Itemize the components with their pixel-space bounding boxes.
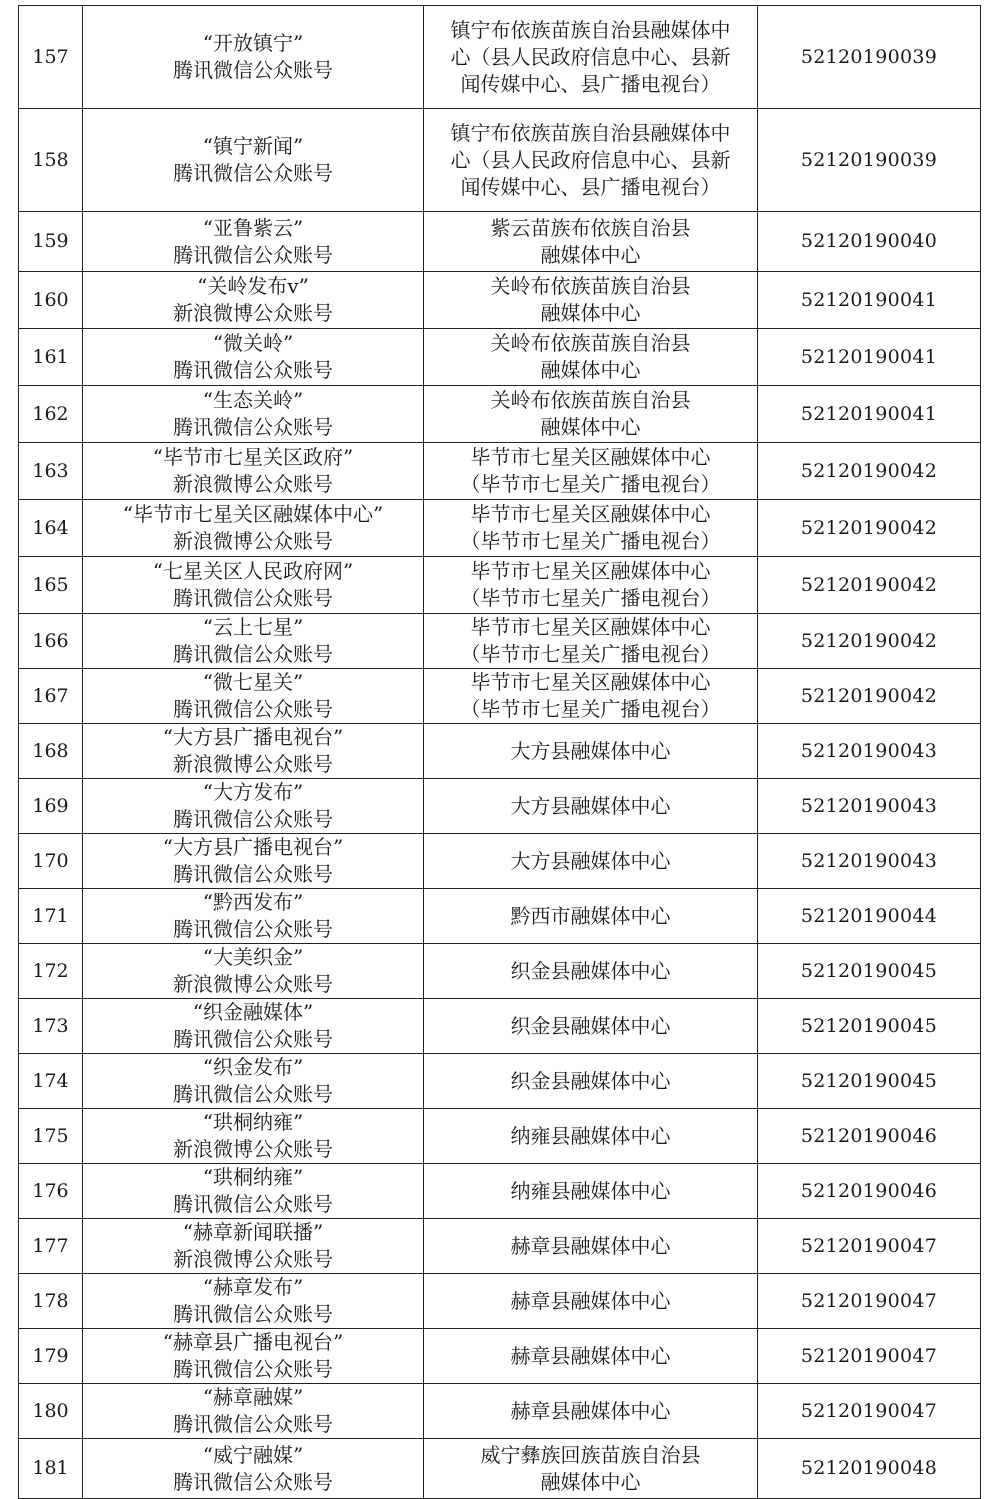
account-platform: 腾讯微信公众账号 <box>173 642 333 666</box>
unit-name-line: （毕节市七星关广播电视台） <box>460 586 721 610</box>
unit-cell <box>424 779 758 834</box>
unit-cell <box>424 109 758 212</box>
table-row <box>19 1329 981 1384</box>
account-platform: 腾讯微信公众账号 <box>173 862 333 886</box>
account-cell <box>83 386 424 443</box>
table-row <box>19 1384 981 1439</box>
unit-name-line: （毕节市七星关广播电视台） <box>460 529 721 553</box>
account-platform: 腾讯微信公众账号 <box>173 1192 333 1216</box>
account-name: “赫章发布” <box>202 1275 304 1299</box>
account-name: “镇宁新闻” <box>202 134 304 158</box>
unit-cell <box>424 1329 758 1384</box>
account-platform: 新浪微博公众账号 <box>173 752 333 776</box>
license-code: 52120190047 <box>758 1274 981 1329</box>
account-platform: 腾讯微信公众账号 <box>173 358 333 382</box>
account-cell <box>83 724 424 779</box>
row-number: 178 <box>19 1274 83 1329</box>
account-platform: 腾讯微信公众账号 <box>173 1469 333 1494</box>
row-number: 157 <box>19 6 83 109</box>
unit-name-line: 纳雍县融媒体中心 <box>510 1178 671 1203</box>
unit-name-line: 闻传媒中心、县广播电视台） <box>460 174 721 199</box>
account-cell <box>83 1109 424 1164</box>
account-platform: 腾讯微信公众账号 <box>173 1412 333 1436</box>
account-name: “微七星关” <box>202 670 304 694</box>
account-name: “云上七星” <box>202 615 304 639</box>
registry-table <box>18 5 981 1499</box>
license-code: 52120190042 <box>758 557 981 614</box>
row-number: 177 <box>19 1219 83 1274</box>
account-cell <box>83 1219 424 1274</box>
account-cell <box>83 329 424 386</box>
table-row <box>19 1054 981 1109</box>
account-name: “微关岭” <box>212 331 294 355</box>
table-row <box>19 1219 981 1274</box>
account-name: “赫章融媒” <box>202 1385 304 1409</box>
account-platform: 腾讯微信公众账号 <box>173 1082 333 1106</box>
account-cell <box>83 834 424 889</box>
table-row <box>19 557 981 614</box>
account-cell <box>83 443 424 500</box>
license-code: 52120190040 <box>758 212 981 272</box>
table-row <box>19 1439 981 1499</box>
license-code: 52120190046 <box>758 1109 981 1164</box>
account-name: “开放镇宁” <box>202 31 304 55</box>
account-cell <box>83 1274 424 1329</box>
row-number: 164 <box>19 500 83 557</box>
license-code: 52120190039 <box>758 109 981 212</box>
unit-name-line: 融媒体中心 <box>540 415 641 439</box>
account-name: “赫章县广播电视台” <box>162 1330 344 1354</box>
table-row <box>19 272 981 329</box>
account-platform: 腾讯微信公众账号 <box>173 58 333 82</box>
unit-name-line: 毕节市七星关区融媒体中心 <box>470 615 711 639</box>
account-platform: 新浪微博公众账号 <box>173 472 333 496</box>
row-number: 175 <box>19 1109 83 1164</box>
table-row <box>19 999 981 1054</box>
row-number: 174 <box>19 1054 83 1109</box>
row-number: 166 <box>19 614 83 669</box>
unit-name-line: 黔西市融媒体中心 <box>510 903 671 928</box>
unit-cell <box>424 272 758 329</box>
account-name: “珙桐纳雍” <box>202 1110 304 1134</box>
account-platform: 腾讯微信公众账号 <box>173 1357 333 1381</box>
row-number: 168 <box>19 724 83 779</box>
unit-cell <box>424 1054 758 1109</box>
table-row <box>19 944 981 999</box>
row-number: 159 <box>19 212 83 272</box>
unit-name-line: 纳雍县融媒体中心 <box>510 1123 671 1148</box>
unit-name-line: 紫云苗族布依族自治县 <box>490 215 691 240</box>
unit-name-line: 威宁彝族回族苗族自治县 <box>480 1442 701 1467</box>
row-number: 163 <box>19 443 83 500</box>
license-code: 52120190044 <box>758 889 981 944</box>
table-row <box>19 109 981 212</box>
account-cell <box>83 212 424 272</box>
account-name: “大方县广播电视台” <box>162 725 344 749</box>
license-code: 52120190047 <box>758 1384 981 1439</box>
account-name: “珙桐纳雍” <box>202 1165 304 1189</box>
license-code: 52120190043 <box>758 724 981 779</box>
unit-cell <box>424 1384 758 1439</box>
row-number: 171 <box>19 889 83 944</box>
license-code: 52120190041 <box>758 329 981 386</box>
unit-name-line: 融媒体中心 <box>540 301 641 325</box>
account-cell <box>83 6 424 109</box>
unit-cell <box>424 1219 758 1274</box>
unit-name-line: 大方县融媒体中心 <box>510 793 671 818</box>
row-number: 161 <box>19 329 83 386</box>
account-name: “亚鲁紫云” <box>202 215 304 240</box>
unit-name-line: 毕节市七星关区融媒体中心 <box>470 502 711 526</box>
row-number: 172 <box>19 944 83 999</box>
row-number: 173 <box>19 999 83 1054</box>
account-platform: 腾讯微信公众账号 <box>173 415 333 439</box>
account-platform: 新浪微博公众账号 <box>173 529 333 553</box>
account-name: “七星关区人民政府网” <box>152 559 354 583</box>
unit-cell <box>424 6 758 109</box>
account-cell <box>83 779 424 834</box>
account-cell <box>83 944 424 999</box>
unit-name-line: 织金县融媒体中心 <box>510 958 671 983</box>
license-code: 52120190042 <box>758 669 981 724</box>
unit-cell <box>424 557 758 614</box>
license-code: 52120190046 <box>758 1164 981 1219</box>
table-row <box>19 6 981 109</box>
unit-cell <box>424 944 758 999</box>
account-cell <box>83 889 424 944</box>
account-name: “毕节市七星关区政府” <box>152 445 354 469</box>
row-number: 158 <box>19 109 83 212</box>
account-name: “赫章新闻联播” <box>182 1220 324 1244</box>
unit-name-line: 融媒体中心 <box>540 358 641 382</box>
account-cell <box>83 109 424 212</box>
row-number: 162 <box>19 386 83 443</box>
account-name: “关岭发布v” <box>197 274 309 298</box>
unit-name-line: 心（县人民政府信息中心、县新 <box>450 44 731 69</box>
unit-name-line: 毕节市七星关区融媒体中心 <box>470 445 711 469</box>
license-code: 52120190042 <box>758 500 981 557</box>
account-platform: 腾讯微信公众账号 <box>173 917 333 941</box>
license-code: 52120190045 <box>758 999 981 1054</box>
table-row <box>19 329 981 386</box>
account-cell <box>83 272 424 329</box>
unit-cell <box>424 999 758 1054</box>
unit-name-line: 织金县融媒体中心 <box>510 1013 671 1038</box>
table-row <box>19 386 981 443</box>
account-cell <box>83 1054 424 1109</box>
license-code: 52120190047 <box>758 1329 981 1384</box>
table-row <box>19 724 981 779</box>
table-row <box>19 1164 981 1219</box>
account-cell <box>83 614 424 669</box>
unit-cell <box>424 1164 758 1219</box>
table-row <box>19 779 981 834</box>
table-row <box>19 669 981 724</box>
unit-cell <box>424 1439 758 1499</box>
license-code: 52120190042 <box>758 614 981 669</box>
account-name: “生态关岭” <box>202 388 304 412</box>
license-code: 52120190039 <box>758 6 981 109</box>
account-platform: 腾讯微信公众账号 <box>173 807 333 831</box>
account-name: “黔西发布” <box>202 890 304 914</box>
account-cell <box>83 1164 424 1219</box>
account-cell <box>83 999 424 1054</box>
unit-cell <box>424 614 758 669</box>
unit-cell <box>424 1274 758 1329</box>
license-code: 52120190043 <box>758 834 981 889</box>
unit-name-line: 织金县融媒体中心 <box>510 1068 671 1093</box>
table-row <box>19 443 981 500</box>
unit-name-line: 大方县融媒体中心 <box>510 738 671 763</box>
unit-cell <box>424 386 758 443</box>
unit-name-line: 赫章县融媒体中心 <box>510 1233 671 1258</box>
table-row <box>19 834 981 889</box>
account-platform: 新浪微博公众账号 <box>173 301 333 325</box>
license-code: 52120190043 <box>758 779 981 834</box>
row-number: 160 <box>19 272 83 329</box>
table-row <box>19 614 981 669</box>
unit-name-line: （毕节市七星关广播电视台） <box>460 642 721 666</box>
unit-name-line: 关岭布依族苗族自治县 <box>490 274 691 298</box>
unit-cell <box>424 834 758 889</box>
table-row <box>19 500 981 557</box>
account-cell <box>83 557 424 614</box>
unit-name-line: 毕节市七星关区融媒体中心 <box>470 670 711 694</box>
account-platform: 腾讯微信公众账号 <box>173 586 333 610</box>
row-number: 169 <box>19 779 83 834</box>
account-cell <box>83 1439 424 1499</box>
unit-cell <box>424 724 758 779</box>
row-number: 181 <box>19 1439 83 1499</box>
unit-name-line: 赫章县融媒体中心 <box>510 1398 671 1423</box>
table-row <box>19 1109 981 1164</box>
unit-cell <box>424 329 758 386</box>
unit-name-line: （毕节市七星关广播电视台） <box>460 697 721 721</box>
table-row <box>19 212 981 272</box>
row-number: 170 <box>19 834 83 889</box>
account-platform: 新浪微博公众账号 <box>173 972 333 996</box>
unit-name-line: 毕节市七星关区融媒体中心 <box>470 559 711 583</box>
unit-name-line: 心（县人民政府信息中心、县新 <box>450 147 731 172</box>
unit-name-line: 赫章县融媒体中心 <box>510 1343 671 1368</box>
license-code: 52120190041 <box>758 386 981 443</box>
unit-cell <box>424 669 758 724</box>
account-platform: 新浪微博公众账号 <box>173 1247 333 1271</box>
row-number: 167 <box>19 669 83 724</box>
unit-cell <box>424 1109 758 1164</box>
license-code: 52120190045 <box>758 1054 981 1109</box>
unit-name-line: 闻传媒中心、县广播电视台） <box>460 71 721 96</box>
unit-name-line: 赫章县融媒体中心 <box>510 1288 671 1313</box>
account-cell <box>83 1329 424 1384</box>
account-cell <box>83 669 424 724</box>
account-platform: 腾讯微信公众账号 <box>173 1027 333 1051</box>
unit-cell <box>424 212 758 272</box>
license-code: 52120190042 <box>758 443 981 500</box>
license-code: 52120190045 <box>758 944 981 999</box>
unit-cell <box>424 443 758 500</box>
unit-name-line: 融媒体中心 <box>540 1469 641 1494</box>
account-name: “织金融媒体” <box>192 1000 314 1024</box>
unit-name-line: 融媒体中心 <box>540 242 641 267</box>
account-platform: 新浪微博公众账号 <box>173 1137 333 1161</box>
registry-table-body <box>19 6 981 1499</box>
unit-name-line: 大方县融媒体中心 <box>510 848 671 873</box>
row-number: 180 <box>19 1384 83 1439</box>
account-platform: 腾讯微信公众账号 <box>173 697 333 721</box>
account-name: “织金发布” <box>202 1055 304 1079</box>
unit-name-line: 镇宁布依族苗族自治县融媒体中 <box>450 120 731 145</box>
unit-name-line: （毕节市七星关广播电视台） <box>460 472 721 496</box>
account-platform: 腾讯微信公众账号 <box>173 161 333 185</box>
row-number: 165 <box>19 557 83 614</box>
unit-name-line: 关岭布依族苗族自治县 <box>490 388 691 412</box>
account-name: “威宁融媒” <box>202 1442 304 1467</box>
license-code: 52120190041 <box>758 272 981 329</box>
account-name: “大方县广播电视台” <box>162 835 344 859</box>
account-name: “大方发布” <box>202 780 304 804</box>
account-name: “大美织金” <box>202 945 304 969</box>
unit-name-line: 关岭布依族苗族自治县 <box>490 331 691 355</box>
account-platform: 腾讯微信公众账号 <box>173 1302 333 1326</box>
row-number: 176 <box>19 1164 83 1219</box>
license-code: 52120190048 <box>758 1439 981 1499</box>
account-cell <box>83 1384 424 1439</box>
account-name: “毕节市七星关区融媒体中心” <box>122 502 384 526</box>
unit-cell <box>424 889 758 944</box>
table-row <box>19 1274 981 1329</box>
license-code: 52120190047 <box>758 1219 981 1274</box>
row-number: 179 <box>19 1329 83 1384</box>
account-platform: 腾讯微信公众账号 <box>173 242 333 267</box>
table-row <box>19 889 981 944</box>
unit-cell <box>424 500 758 557</box>
account-cell <box>83 500 424 557</box>
unit-name-line: 镇宁布依族苗族自治县融媒体中 <box>450 17 731 42</box>
